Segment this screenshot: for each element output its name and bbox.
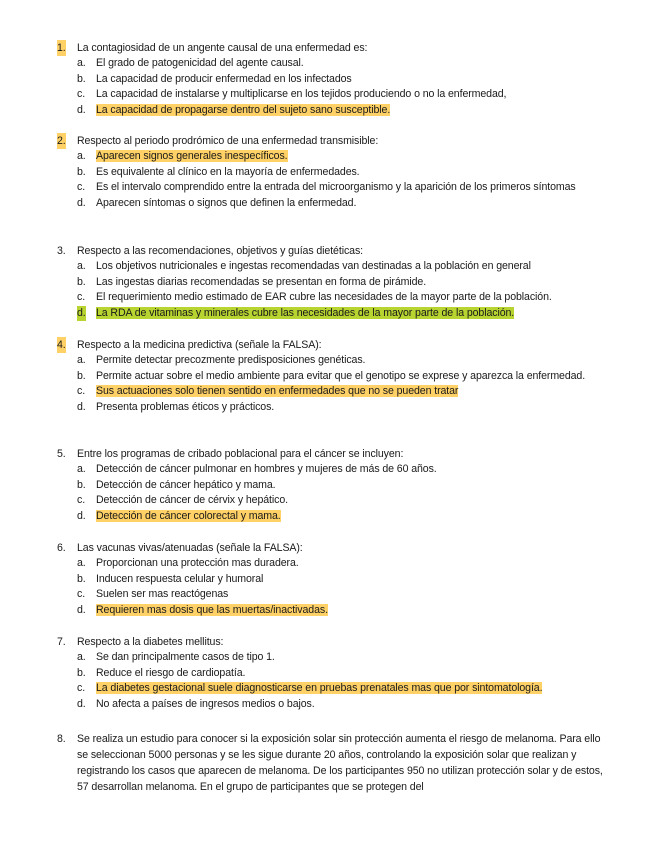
option-letter: d. xyxy=(77,103,86,116)
option-text: Suelen ser mas reactógenas xyxy=(96,588,229,601)
question-number: 5. xyxy=(57,448,66,460)
option-text: Presenta problemas éticos y prácticos. xyxy=(96,400,275,413)
option-text-highlighted: Requieren mas dosis que las muertas/inactivadas. xyxy=(96,603,328,616)
option-text: Reduce el riesgo de cardiopatía. xyxy=(96,666,246,679)
option-letter: b. xyxy=(77,369,86,382)
option-b xyxy=(0,72,655,88)
option-text: Inducen respuesta celular y humoral xyxy=(96,572,264,585)
option-b xyxy=(0,369,655,385)
option-text-highlighted: La diabetes gestacional suele diagnosticarse en pruebas prenatales mas que por sintomatología. xyxy=(96,682,543,695)
option-a xyxy=(0,650,655,666)
option-text: Proporcionan una protección mas duradera. xyxy=(96,557,299,569)
question-number: 7. xyxy=(57,636,66,648)
option-d xyxy=(0,509,655,525)
option-letter: d. xyxy=(77,196,86,209)
question-header xyxy=(0,40,655,56)
question-text: Respecto al periodo prodrómico de una enfermedad transmisible: xyxy=(77,135,379,147)
option-c xyxy=(0,87,655,103)
option-letter: d. xyxy=(77,509,86,522)
question-text: Respecto a las recomendaciones, objetivos y guías dietéticas: xyxy=(77,245,363,257)
option-letter: d. xyxy=(77,400,86,413)
option-letter: a. xyxy=(77,260,86,272)
option-text-highlighted: Detección de cáncer colorectal y mama. xyxy=(96,509,281,522)
option-letter: c. xyxy=(77,291,86,304)
option-text: Detección de cáncer pulmonar en hombres y mujeres de más de 60 años. xyxy=(96,463,437,475)
question-header xyxy=(0,446,655,462)
option-c xyxy=(0,290,655,306)
option-letter: a. xyxy=(77,651,86,663)
question-header xyxy=(0,243,655,259)
option-d xyxy=(0,400,655,416)
option-letter: c. xyxy=(77,494,86,507)
option-text: No afecta a países de ingresos medios o bajos. xyxy=(96,697,315,710)
option-a xyxy=(0,353,655,369)
question-text: Se realiza un estudio para conocer si la exposición solar sin protección aumenta el riesgo de melanoma. Para ello se seleccionan 5000 personas y se les sigue durante 20 años, controlando la exposición solar que realizan y registrando los casos que aparecen de melanoma. De los participantes 950 no utilizan protección solar y de estos, 57 desarrollan melanoma. En el grupo de participantes que se protegen del xyxy=(77,733,603,793)
option-letter: a. xyxy=(77,463,86,475)
question-number: 2. xyxy=(57,135,66,147)
option-text: Se dan principalmente casos de tipo 1. xyxy=(96,651,275,663)
question-3 xyxy=(0,243,655,321)
option-text: Los objetivos nutricionales e ingestas recomendadas van destinadas a la población en general xyxy=(96,260,531,272)
option-letter: d. xyxy=(77,306,86,322)
option-d xyxy=(0,603,655,619)
option-letter: d. xyxy=(77,603,86,616)
option-letter: b. xyxy=(77,572,86,585)
question-text: Entre los programas de cribado poblacional para el cáncer se incluyen: xyxy=(77,448,404,460)
option-a xyxy=(0,462,655,478)
question-2 xyxy=(0,133,655,211)
option-text: Detección de cáncer hepático y mama. xyxy=(96,478,276,491)
option-b xyxy=(0,275,655,291)
option-b xyxy=(0,572,655,588)
option-text: Permite detectar precozmente predisposiciones genéticas. xyxy=(96,354,366,366)
option-text: Las ingestas diarias recomendadas se presentan en forma de pirámide. xyxy=(96,275,427,288)
option-letter: c. xyxy=(77,88,86,101)
option-letter: a. xyxy=(77,557,86,569)
question-1 xyxy=(0,40,655,118)
question-header xyxy=(0,133,655,149)
option-text: Es equivalente al clínico en la mayoría de enfermedades. xyxy=(96,165,360,178)
question-number: 1. xyxy=(57,42,66,54)
option-letter: b. xyxy=(77,165,86,178)
option-letter: c. xyxy=(77,588,86,601)
option-d xyxy=(0,697,655,713)
option-a xyxy=(0,259,655,275)
option-letter: b. xyxy=(77,275,86,288)
option-text-highlighted: La capacidad de propagarse dentro del sujeto sano susceptible. xyxy=(96,103,391,116)
option-c xyxy=(0,587,655,603)
question-6 xyxy=(0,540,655,618)
option-a xyxy=(0,149,655,165)
option-text: La capacidad de producir enfermedad en los infectados xyxy=(96,72,352,85)
option-text: Detección de cáncer de cérvix y hepático. xyxy=(96,494,288,507)
option-b xyxy=(0,666,655,682)
question-header xyxy=(0,634,655,650)
option-letter: b. xyxy=(77,478,86,491)
question-text: Respecto a la diabetes mellitus: xyxy=(77,636,224,648)
question-number: 6. xyxy=(57,542,66,554)
option-c xyxy=(0,384,655,400)
option-text: Permite actuar sobre el medio ambiente para evitar que el genotipo se exprese y aparezca la enfermedad. xyxy=(96,369,586,382)
option-text-highlighted: Sus actuaciones solo tienen sentido en enfermedades que no se pueden tratar xyxy=(96,385,459,398)
option-letter: c. xyxy=(77,682,86,695)
option-text: La capacidad de instalarse y multiplicarse en los tejidos produciendo o no la enfermedad, xyxy=(96,88,507,101)
option-b xyxy=(0,478,655,494)
option-text: Es el intervalo comprendido entre la entrada del microorganismo y la aparición de los primeros síntomas xyxy=(96,181,576,194)
option-letter: a. xyxy=(77,57,86,69)
option-letter: c. xyxy=(77,385,86,398)
option-c xyxy=(0,681,655,697)
option-text-highlighted: La RDA de vitaminas y minerales cubre las necesidades de la mayor parte de la población. xyxy=(96,306,515,319)
option-d xyxy=(0,196,655,212)
option-letter: a. xyxy=(77,354,86,366)
question-header xyxy=(0,337,655,353)
question-number: 3. xyxy=(57,245,66,257)
question-number: 4. xyxy=(57,339,66,351)
question-text: La contagiosidad de un angente causal de una enfermedad es: xyxy=(77,42,368,54)
option-a xyxy=(0,56,655,72)
question-4 xyxy=(0,337,655,415)
question-text: Las vacunas vivas/atenuadas (señale la FALSA): xyxy=(77,542,303,554)
option-text-highlighted: Aparecen signos generales inespecíficos. xyxy=(96,150,288,162)
question-7 xyxy=(0,634,655,712)
option-letter: d. xyxy=(77,697,86,710)
question-text: Respecto a la medicina predictiva (señale la FALSA): xyxy=(77,339,322,351)
option-c xyxy=(0,493,655,509)
option-d xyxy=(0,306,655,322)
option-b xyxy=(0,165,655,181)
question-header xyxy=(0,540,655,556)
option-letter: a. xyxy=(77,150,86,162)
question-5 xyxy=(0,446,655,524)
option-a xyxy=(0,556,655,572)
option-letter: c. xyxy=(77,181,86,194)
option-c xyxy=(0,180,655,196)
option-letter: b. xyxy=(77,666,86,679)
option-letter: b. xyxy=(77,72,86,85)
option-text: El requerimiento medio estimado de EAR cubre las necesidades de la mayor parte de la población. xyxy=(96,291,552,304)
option-d xyxy=(0,103,655,119)
option-text: El grado de patogenicidad del agente causal. xyxy=(96,57,304,69)
option-text: Aparecen síntomas o signos que definen la enfermedad. xyxy=(96,196,357,209)
question-number: 8. xyxy=(57,733,66,745)
